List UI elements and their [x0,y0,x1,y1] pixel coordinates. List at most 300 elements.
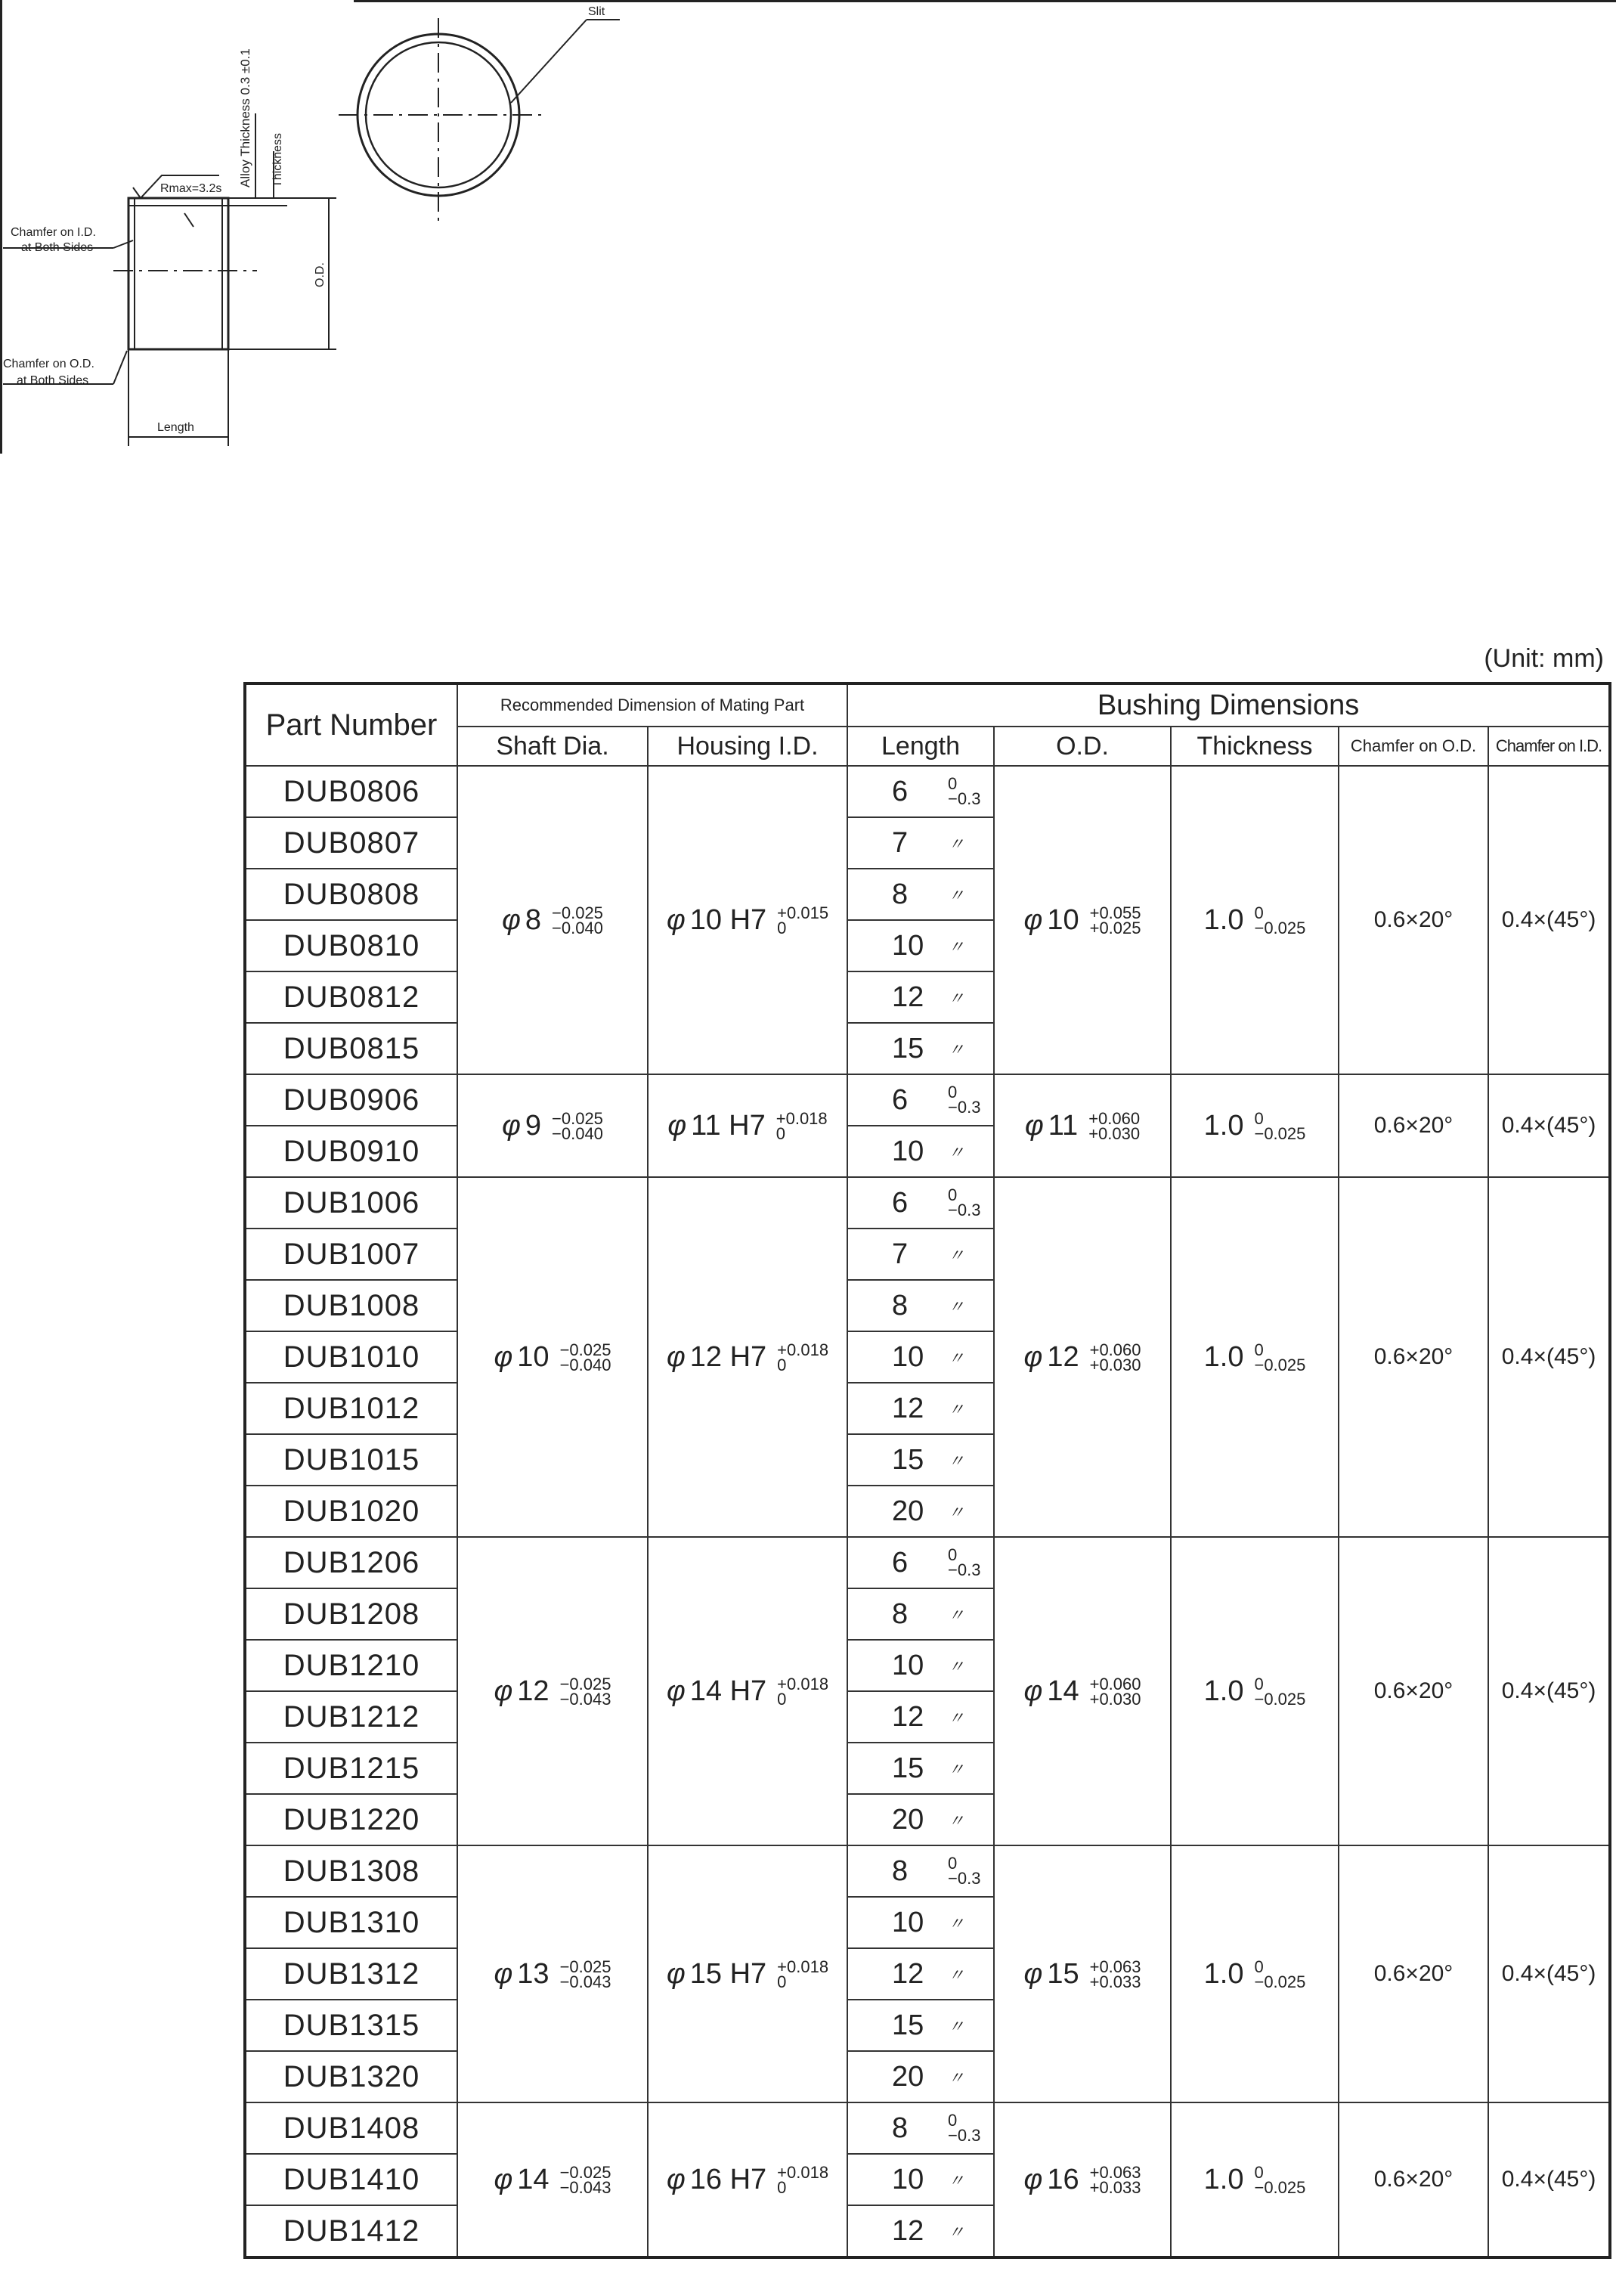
diameter-symbol: φ [666,1340,686,1373]
thickness-tolerance [1254,2163,1306,2198]
chamfer-od-cell: 0.6×20° [1339,1845,1488,2102]
bushing-side-view [128,198,228,349]
ditto-mark: 〃 [948,834,965,854]
length-value: 7 [892,826,909,859]
length-content [848,1804,993,1836]
length-cell [847,2051,994,2102]
length-cell [847,1486,994,1537]
length-content [848,1290,993,1322]
thickness-tolerance [1254,1957,1306,1992]
length-value: 20 [892,2060,924,2093]
shaft-dia-tol-lower: −0.040 [552,1124,603,1144]
part-number-cell: DUB1412 [245,2205,457,2257]
shaft-dia-tolerance [559,1340,611,1375]
length-cell [847,920,994,971]
od-tolerance [1089,1957,1141,1992]
diameter-symbol: φ [666,1957,686,1990]
thickness-tol-upper: 0 [1254,1109,1264,1129]
part-number-cell: DUB1008 [245,1280,457,1331]
length-value: 15 [892,1752,924,1784]
length-tol-upper: 0 [948,774,958,793]
ditto-mark: 〃 [948,1142,965,1162]
thickness-value: 1.0 [1203,1109,1244,1142]
length-content [848,1598,993,1631]
table-row [245,1177,1610,1229]
length-cell [847,1691,994,1743]
ditto-mark: 〃 [948,2016,965,2036]
diameter-symbol: φ [667,1109,687,1142]
diameter-symbol: φ [1023,1957,1043,1990]
header-chamfer-id: Chamfer on I.D. [1488,727,1610,766]
shaft-dia-cell [457,1537,648,1845]
part-number-cell: DUB1315 [245,2000,457,2051]
thickness-value: 1.0 [1203,1957,1244,1990]
od-tol-lower: +0.033 [1089,2178,1141,2198]
length-content [848,1907,993,1939]
length-tol-upper: 0 [948,1545,958,1564]
rmax-label: Rmax=3.2s [160,182,222,195]
length-content [848,2009,993,2042]
thickness-tol-lower: −0.025 [1254,1690,1306,1709]
chamfer-id-cell: 0.4×(45°) [1488,1845,1610,2102]
shaft-dia-cell [457,1845,648,2102]
length-content [848,930,993,962]
diameter-symbol: φ [666,903,686,936]
length-value: 8 [892,878,909,910]
shaft-dia-tol-upper: −0.025 [552,1109,603,1129]
length-value: 6 [892,775,909,807]
length-tol-upper: 0 [948,2111,958,2130]
length-content [848,1701,993,1734]
ditto-mark: 〃 [948,1245,965,1265]
length-value: 8 [892,2112,909,2144]
part-number-cell: DUB1215 [245,1743,457,1794]
length-tol-lower: −0.3 [948,1098,981,1117]
thickness-tol-upper: 0 [1254,903,1264,923]
part-number-cell: DUB1020 [245,1486,457,1537]
thickness-cell [1171,1074,1339,1177]
part-number-cell: DUB1410 [245,2154,457,2205]
header-part-number: Part Number [245,683,457,766]
length-value: 7 [892,1238,909,1270]
part-number-cell: DUB1010 [245,1331,457,1383]
length-content [848,1393,993,1425]
length-cell [847,1023,994,1074]
thickness-value: 1.0 [1203,2163,1244,2195]
length-tolerance [948,1185,981,1219]
part-number-cell: DUB0910 [245,1126,457,1177]
length-cell [847,1229,994,1280]
part-number-cell: DUB1006 [245,1177,457,1229]
shaft-dia-value: 14 [517,2163,550,2195]
alloy-thickness-label: Alloy Thickness 0.3 ±0.1 [238,48,252,187]
length-value: 6 [892,1083,909,1116]
od-tol-lower: +0.030 [1089,1690,1141,1709]
diameter-symbol: φ [1023,903,1043,936]
part-number-cell: DUB1308 [245,1845,457,1897]
housing-id-cell [648,2102,847,2257]
ditto-mark: 〃 [948,2222,965,2242]
header-housing-id: Housing I.D. [648,727,847,766]
length-content [848,2112,993,2145]
od-tol-upper: +0.060 [1089,1675,1141,1694]
length-content [848,1238,993,1271]
spec-table-body [245,766,1610,2257]
chamfer-od-cell: 0.6×20° [1339,1074,1488,1177]
ditto-mark: 〃 [948,1399,965,1419]
od-cell [994,2102,1171,2257]
ditto-mark: 〃 [948,1708,965,1727]
housing-id-value: 14 H7 [689,1675,767,1707]
length-tolerance [948,2113,980,2143]
ditto-mark: 〃 [948,1656,965,1676]
thickness-tol-lower: −0.025 [1254,1356,1306,1375]
chamfer-od-label-2: at Both Sides [17,374,89,387]
shaft-dia-tolerance [552,1111,603,1142]
ditto-mark: 〃 [948,1502,965,1522]
length-value: 8 [892,1289,909,1322]
length-value: 10 [892,1135,924,1167]
header-thickness: Thickness [1171,727,1339,766]
thickness-tolerance [1254,1111,1305,1142]
length-cell [847,1794,994,1845]
part-number-cell: DUB1312 [245,1948,457,2000]
length-value: 10 [892,929,924,962]
diameter-symbol: φ [502,903,521,936]
length-value: 10 [892,1649,924,1681]
ditto-mark: 〃 [948,937,965,956]
housing-id-cell [648,1074,847,1177]
header-recommended: Recommended Dimension of Mating Part [457,683,847,727]
part-number-cell: DUB1220 [245,1794,457,1845]
length-value: 10 [892,1340,924,1373]
length-cell [847,817,994,869]
length-content [848,776,993,808]
part-number-cell: DUB1408 [245,2102,457,2154]
table-row [245,766,1610,817]
housing-id-tolerance [777,1677,828,1707]
thickness-tol-lower: −0.025 [1254,2178,1306,2198]
length-tol-lower: −0.3 [948,1201,981,1219]
housing-id-tolerance [777,1340,829,1375]
chamfer-od-label-1: Chamfer on O.D. [3,358,94,370]
od-value: 16 [1047,2163,1079,2195]
length-content [848,1136,993,1168]
slit-label: Slit [588,5,605,18]
table-row [245,1074,1610,1126]
thickness-cell [1171,2102,1339,2257]
length-value: 12 [892,2214,924,2247]
length-content [848,1547,993,1579]
length-tolerance [948,776,980,807]
housing-id-value: 10 H7 [689,903,767,936]
shaft-dia-tol-upper: −0.025 [559,1957,611,1977]
length-tol-lower: −0.3 [948,1869,981,1888]
header-shaft-dia: Shaft Dia. [457,727,648,766]
thickness-value: 1.0 [1203,903,1244,936]
housing-id-tolerance [777,1957,829,1992]
od-cell [994,1537,1171,1845]
shaft-dia-tol-upper: −0.025 [559,1340,611,1360]
od-tol-lower: +0.033 [1089,1972,1141,1992]
housing-id-tolerance [776,1111,828,1142]
length-label: Length [157,421,194,434]
length-value: 10 [892,2163,924,2195]
thickness-tol-upper: 0 [1254,1675,1264,1694]
length-cell [847,1331,994,1383]
length-value: 8 [892,1597,909,1630]
od-cell [994,1074,1171,1177]
length-value: 10 [892,1906,924,1938]
housing-id-value: 12 H7 [689,1340,767,1373]
od-tolerance [1088,1111,1140,1142]
part-number-cell: DUB0810 [245,920,457,971]
ditto-mark: 〃 [948,1297,965,1316]
chamfer-id-cell: 0.4×(45°) [1488,1074,1610,1177]
housing-id-cell [648,1177,847,1537]
length-value: 12 [892,1700,924,1733]
od-value: 14 [1047,1675,1079,1707]
table-row [245,1845,1610,1897]
shaft-dia-tol-lower: −0.040 [552,919,603,938]
od-tolerance [1089,903,1141,938]
chamfer-id-cell: 0.4×(45°) [1488,766,1610,1074]
length-content [848,1495,993,1528]
bushing-drawing [0,0,680,469]
length-cell [847,1126,994,1177]
shaft-dia-tol-upper: −0.025 [559,2163,611,2183]
od-value: 10 [1047,903,1079,936]
length-cell [847,1537,994,1588]
diameter-symbol: φ [1023,1675,1043,1707]
thickness-tol-lower: −0.025 [1254,1124,1306,1144]
length-tol-upper: 0 [948,1185,958,1204]
length-cell [847,2205,994,2257]
housing-id-tol-lower: 0 [777,1690,787,1709]
part-number-cell: DUB1206 [245,1537,457,1588]
shaft-dia-cell [457,1177,648,1537]
length-tol-upper: 0 [948,1854,958,1873]
length-cell [847,971,994,1023]
housing-id-tol-upper: +0.015 [777,903,829,923]
od-tolerance [1089,1340,1141,1375]
housing-id-tol-lower: 0 [777,1972,787,1992]
length-cell [847,1640,994,1691]
housing-id-value: 15 H7 [689,1957,767,1990]
length-cell [847,1743,994,1794]
length-content [848,1650,993,1682]
od-tol-lower: +0.030 [1088,1124,1141,1144]
header-bushing-dimensions: Bushing Dimensions [847,683,1610,727]
ditto-mark: 〃 [948,1913,965,1933]
length-tolerance [948,1545,981,1579]
thickness-cell [1171,1537,1339,1845]
thickness-tol-upper: 0 [1254,1957,1264,1977]
chamfer-id-label-2: at Both Sides [21,241,94,254]
diameter-symbol: φ [1024,1109,1044,1142]
diameter-symbol: φ [494,1675,513,1707]
thickness-value: 1.0 [1203,1340,1244,1373]
part-number-cell: DUB0906 [245,1074,457,1126]
diameter-symbol: φ [494,2163,513,2195]
shaft-dia-value: 10 [517,1340,550,1373]
ditto-mark: 〃 [948,988,965,1008]
header-od: O.D. [994,727,1171,766]
od-tolerance [1089,2163,1141,2198]
unit-label: (Unit: mm) [1484,644,1604,673]
ditto-mark: 〃 [948,2171,965,2190]
length-tol-lower: −0.3 [948,1560,981,1579]
length-cell [847,1588,994,1640]
housing-id-tol-lower: 0 [777,919,787,938]
housing-id-tol-lower: 0 [777,1356,787,1375]
shaft-dia-tol-lower: −0.043 [559,2178,611,2198]
shaft-dia-tol-lower: −0.043 [559,1972,611,1992]
housing-id-tol-upper: +0.018 [775,1109,828,1129]
length-value: 8 [892,1854,909,1887]
housing-id-tol-upper: +0.018 [777,1340,829,1360]
length-value: 15 [892,1032,924,1064]
chamfer-id-cell: 0.4×(45°) [1488,2102,1610,2257]
thickness-tol-lower: −0.025 [1254,1972,1306,1992]
od-value: 12 [1047,1340,1079,1373]
part-number-cell: DUB1310 [245,1897,457,1948]
thickness-tol-upper: 0 [1254,1340,1264,1360]
table-row [245,2102,1610,2154]
length-value: 20 [892,1495,924,1527]
length-content [848,827,993,860]
thickness-tolerance [1254,903,1306,938]
diameter-symbol: φ [502,1109,521,1142]
shaft-dia-cell [457,2102,648,2257]
part-number-cell: DUB1012 [245,1383,457,1434]
od-cell [994,1845,1171,2102]
housing-id-tol-upper: +0.018 [777,2163,829,2183]
length-content [848,981,993,1014]
od-tol-upper: +0.060 [1089,1340,1141,1360]
thickness-cell [1171,766,1339,1074]
length-cell [847,2102,994,2154]
thickness-tol-upper: 0 [1254,2163,1264,2183]
chamfer-od-cell: 0.6×20° [1339,1537,1488,1845]
chamfer-id-cell: 0.4×(45°) [1488,1177,1610,1537]
length-content [848,2215,993,2248]
diameter-symbol: φ [666,1675,686,1707]
housing-id-tol-lower: 0 [775,1124,785,1144]
od-cell [994,1177,1171,1537]
housing-id-cell [648,766,847,1074]
length-cell [847,1897,994,1948]
length-cell [847,1280,994,1331]
bushing-spec-table [243,682,1611,2259]
length-content [848,1187,993,1219]
ditto-mark: 〃 [948,1759,965,1779]
housing-id-cell [648,1537,847,1845]
length-value: 20 [892,1803,924,1836]
length-value: 15 [892,2009,924,2041]
housing-id-cell [648,1845,847,2102]
shaft-dia-cell [457,1074,648,1177]
od-tol-upper: +0.063 [1089,2163,1141,2183]
od-tolerance [1090,1677,1141,1707]
chamfer-id-cell: 0.4×(45°) [1488,1537,1610,1845]
length-value: 15 [892,1443,924,1476]
housing-id-tol-lower: 0 [777,2178,787,2198]
ditto-mark: 〃 [948,1965,965,1985]
length-content [848,1958,993,1991]
ditto-mark: 〃 [948,885,965,905]
ditto-mark: 〃 [948,1605,965,1625]
length-tol-lower: −0.3 [948,789,981,808]
housing-id-tol-upper: +0.018 [777,1957,829,1977]
length-content [848,1855,993,1888]
shaft-dia-value: 12 [517,1675,550,1707]
length-content [848,1752,993,1785]
length-cell [847,1434,994,1486]
length-cell [847,1074,994,1126]
length-content [848,1341,993,1374]
shaft-dia-value: 13 [517,1957,550,1990]
thickness-cell [1171,1177,1339,1537]
length-cell [847,2000,994,2051]
part-number-cell: DUB0808 [245,869,457,920]
length-cell [847,1845,994,1897]
od-tol-lower: +0.030 [1089,1356,1141,1375]
chamfer-id-label-1: Chamfer on I.D. [11,226,96,239]
part-number-cell: DUB1212 [245,1691,457,1743]
length-tolerance [948,1856,980,1886]
housing-id-tolerance [777,903,829,938]
length-content [848,1084,993,1117]
thickness-value: 1.0 [1203,1675,1244,1707]
shaft-dia-tolerance [560,1677,611,1707]
shaft-dia-tol-lower: −0.040 [559,1356,611,1375]
od-tol-upper: +0.055 [1089,903,1141,923]
shaft-dia-cell [457,766,648,1074]
length-cell [847,869,994,920]
housing-id-tol-upper: +0.018 [777,1675,829,1694]
table-row [245,1537,1610,1588]
thickness-tol-lower: −0.025 [1254,919,1306,938]
diameter-symbol: φ [494,1957,513,1990]
length-value: 6 [892,1186,909,1219]
diameter-symbol: φ [666,2163,686,2195]
part-number-cell: DUB1320 [245,2051,457,2102]
thickness-cell [1171,1845,1339,2102]
housing-id-value: 11 H7 [691,1109,766,1142]
od-cell [994,766,1171,1074]
part-number-cell: DUB1208 [245,1588,457,1640]
length-content [848,1033,993,1065]
length-content [848,2164,993,2196]
length-content [848,2061,993,2093]
length-cell [847,2154,994,2205]
length-value: 6 [892,1546,909,1579]
diameter-symbol: φ [1023,1340,1043,1373]
length-cell [847,766,994,817]
ditto-mark: 〃 [948,1348,965,1368]
length-tol-upper: 0 [948,1083,958,1102]
od-value: 15 [1047,1957,1079,1990]
shaft-dia-tol-lower: −0.043 [559,1690,611,1709]
ditto-mark: 〃 [948,2068,965,2087]
diameter-symbol: φ [1023,2163,1043,2195]
shaft-dia-value: 8 [525,903,542,936]
header-length: Length [847,727,994,766]
length-tol-lower: −0.3 [948,2126,981,2145]
housing-id-value: 16 H7 [689,2163,767,2195]
length-value: 12 [892,1392,924,1424]
